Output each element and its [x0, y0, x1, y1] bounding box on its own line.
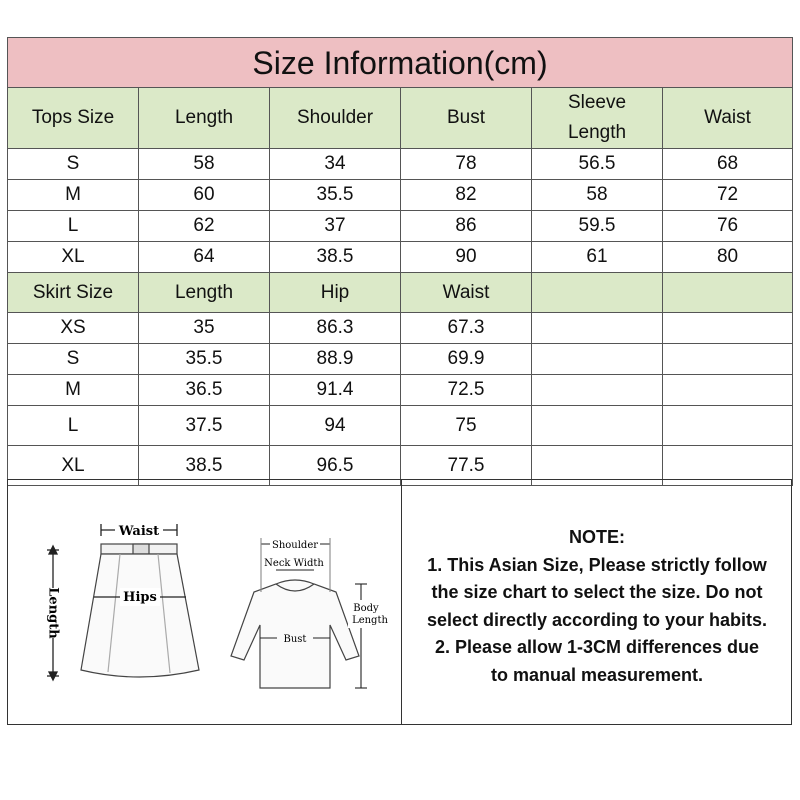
- table-cell: 37.5: [139, 406, 270, 446]
- table-row: [8, 375, 793, 406]
- table-cell: 90: [401, 242, 532, 273]
- skirt-buckle: [133, 544, 149, 554]
- table-row: [8, 344, 793, 375]
- neck-width-label: Neck Width: [264, 558, 324, 569]
- empty-cell: [532, 375, 663, 406]
- tops-bust-header: Bust: [401, 88, 532, 149]
- body-length-label: Length: [352, 615, 388, 626]
- table-cell: L: [8, 406, 139, 446]
- note-block: [401, 524, 793, 689]
- measurement-diagram: [8, 480, 401, 726]
- table-cell: 96.5: [270, 446, 401, 486]
- empty-cell: [663, 313, 793, 344]
- table-cell: 77.5: [401, 446, 532, 486]
- note-line: to manual measurement.: [490, 664, 704, 685]
- tops-header-row: [8, 88, 793, 149]
- table-cell: 67.3: [401, 313, 532, 344]
- table-cell: 60: [139, 180, 270, 211]
- shoulder-label: Shoulder: [271, 540, 319, 551]
- hips-label: Hips: [123, 590, 157, 605]
- info-panel: [7, 479, 792, 725]
- tops-waist-header: Waist: [663, 88, 793, 149]
- table-cell: 58: [139, 149, 270, 180]
- tops-shoulder-header: Shoulder: [270, 88, 401, 149]
- waist-label: Waist: [118, 524, 160, 539]
- table-cell: 35: [139, 313, 270, 344]
- table-cell: 72: [663, 180, 793, 211]
- table-cell: S: [8, 344, 139, 375]
- body-label: Body: [353, 603, 379, 614]
- table-cell: 38.5: [139, 446, 270, 486]
- table-row: [8, 149, 793, 180]
- table-cell: 35.5: [270, 180, 401, 211]
- empty-cell: [532, 273, 663, 313]
- empty-cell: [663, 344, 793, 375]
- table-cell: 78: [401, 149, 532, 180]
- empty-cell: [663, 375, 793, 406]
- table-cell: 62: [139, 211, 270, 242]
- skirt-illustration: [81, 544, 199, 677]
- table-cell: 35.5: [139, 344, 270, 375]
- table-row: [8, 313, 793, 344]
- table-cell: XS: [8, 313, 139, 344]
- table-cell: XL: [8, 242, 139, 273]
- note-line: 1. This Asian Size, Please strictly follow: [427, 554, 767, 575]
- table-row: [8, 242, 793, 273]
- table-cell: M: [8, 375, 139, 406]
- note-line: the size chart to select the size. Do not: [431, 582, 763, 602]
- skirt-hip-header: Hip: [270, 273, 401, 313]
- table-cell: 56.5: [532, 149, 663, 180]
- table-cell: 86.3: [270, 313, 401, 344]
- table-cell: 61: [532, 242, 663, 273]
- skirt-header-row: [8, 273, 793, 313]
- tops-sleeve-length-header: [532, 88, 663, 149]
- sleeve-label-line1: Sleeve: [567, 92, 627, 113]
- empty-cell: [532, 344, 663, 375]
- table-cell: L: [8, 211, 139, 242]
- table-cell: 69.9: [401, 344, 532, 375]
- table-cell: 86: [401, 211, 532, 242]
- table-cell: 91.4: [270, 375, 401, 406]
- note-line: select directly according to your habits.: [426, 609, 768, 630]
- table-cell: 58: [532, 180, 663, 211]
- empty-cell: [532, 406, 663, 446]
- table-cell: 59.5: [532, 211, 663, 242]
- table-cell: M: [8, 180, 139, 211]
- table-cell: 68: [663, 149, 793, 180]
- skirt-size-header: Skirt Size: [8, 273, 139, 313]
- tops-size-header: Tops Size: [8, 88, 139, 149]
- table-cell: 88.9: [270, 344, 401, 375]
- empty-cell: [532, 313, 663, 344]
- table-cell: XL: [8, 446, 139, 486]
- table-cell: 36.5: [139, 375, 270, 406]
- table-row: [8, 406, 793, 446]
- table-cell: 38.5: [270, 242, 401, 273]
- skirt-body: [81, 554, 199, 677]
- table-cell: 76: [663, 211, 793, 242]
- table-cell: 82: [401, 180, 532, 211]
- table-cell: S: [8, 149, 139, 180]
- table-cell: 72.5: [401, 375, 532, 406]
- table-row: [8, 180, 793, 211]
- table-cell: 37: [270, 211, 401, 242]
- table-cell: 64: [139, 242, 270, 273]
- empty-cell: [663, 406, 793, 446]
- note-heading: NOTE:: [569, 527, 625, 547]
- chart-title: Size Information(cm): [8, 38, 793, 88]
- table-cell: 75: [401, 406, 532, 446]
- bust-label: Bust: [283, 634, 307, 645]
- length-label: Length: [45, 587, 61, 639]
- sleeve-label-line2: Length: [567, 122, 627, 143]
- tops-length-header: Length: [139, 88, 270, 149]
- skirt-length-header: Length: [139, 273, 270, 313]
- size-chart-table: [7, 37, 793, 486]
- table-cell: 80: [663, 242, 793, 273]
- table-cell: 94: [270, 406, 401, 446]
- empty-cell: [663, 273, 793, 313]
- table-cell: 34: [270, 149, 401, 180]
- table-row: [8, 211, 793, 242]
- note-line: 2. Please allow 1-3CM differences due: [434, 637, 760, 657]
- skirt-waist-header: Waist: [401, 273, 532, 313]
